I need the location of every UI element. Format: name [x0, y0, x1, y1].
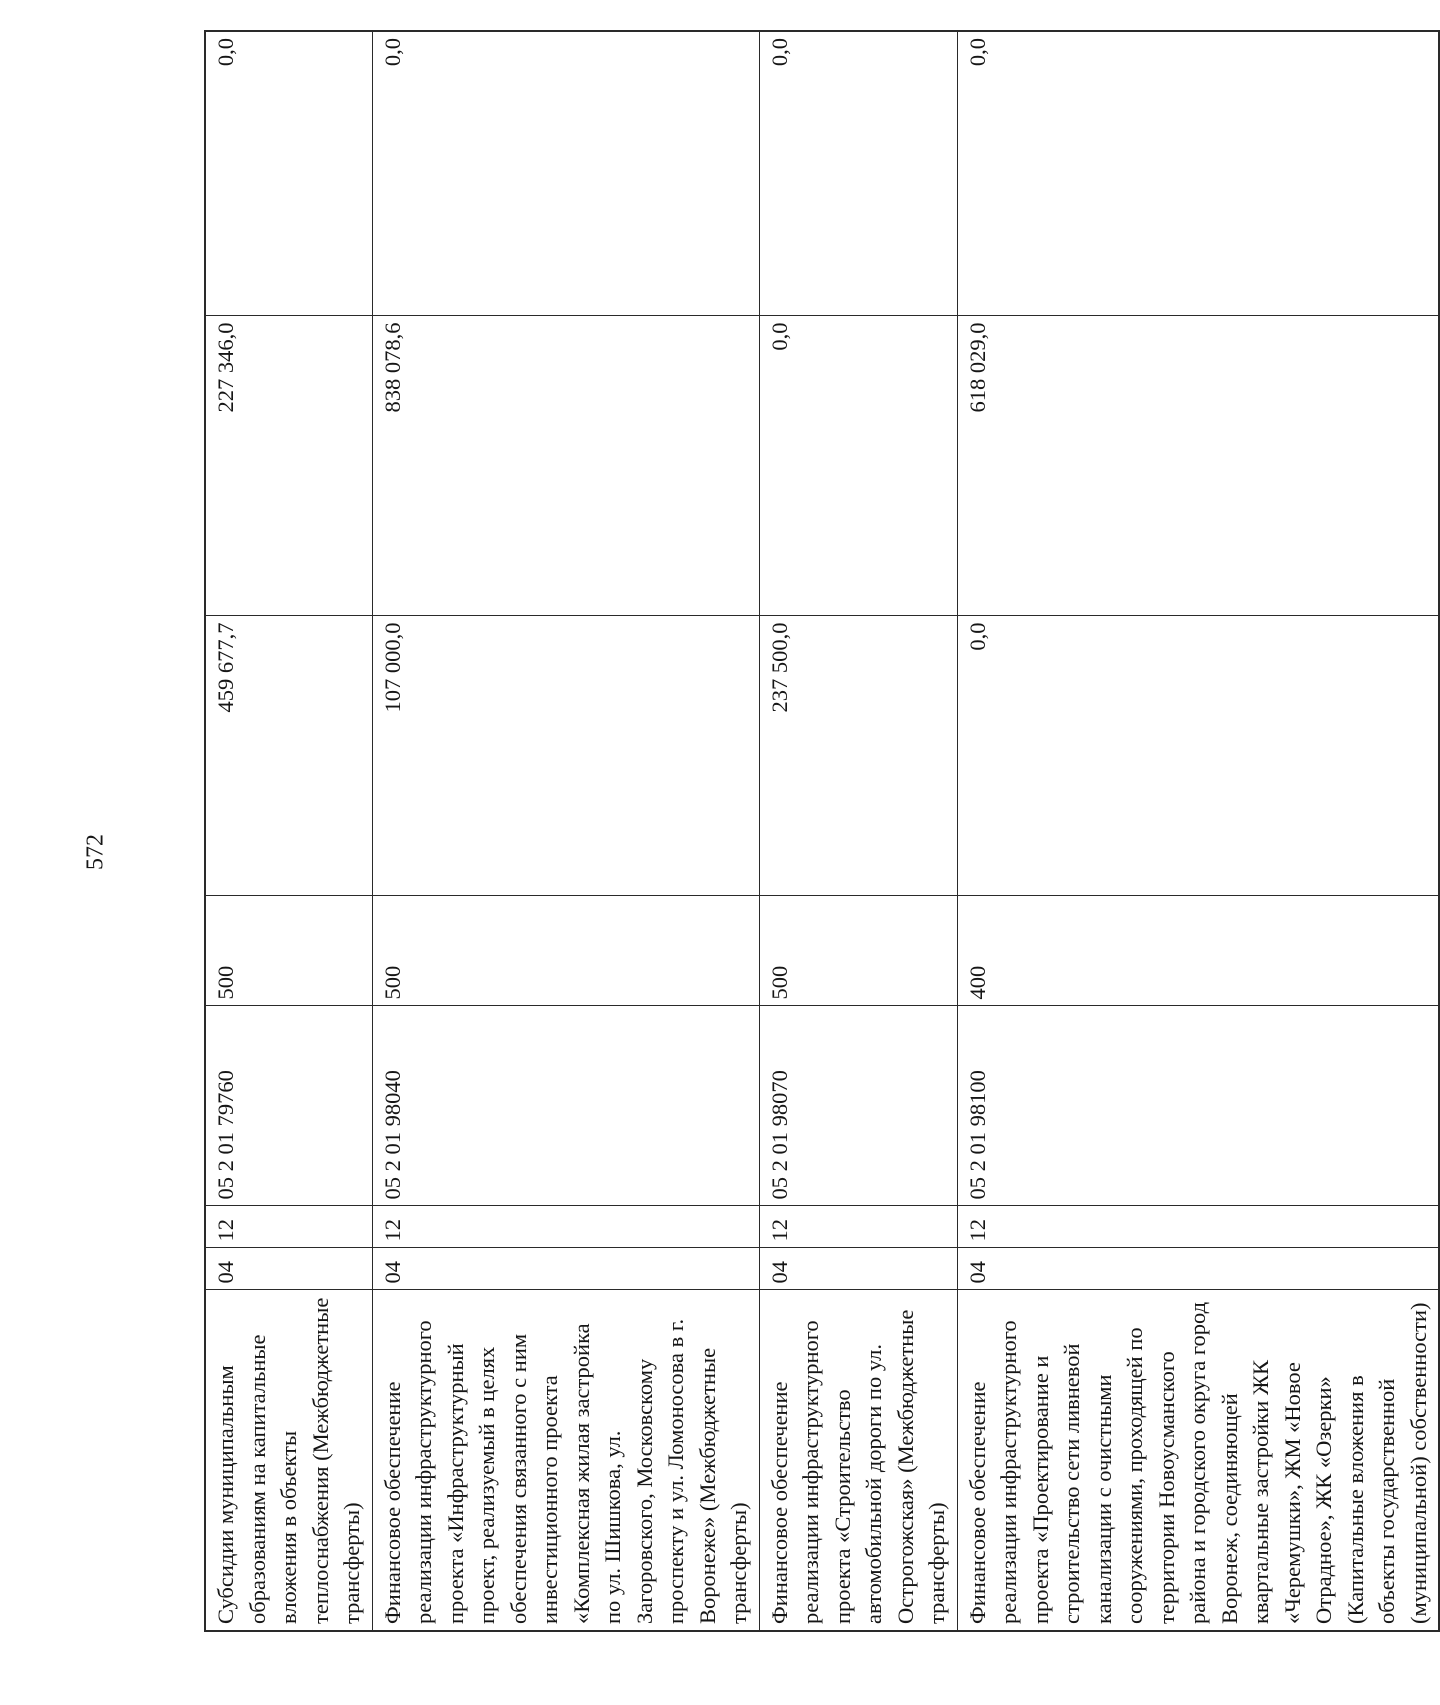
rotated-table-container [204, 32, 1431, 1632]
amount-year-1: 107 000,0 [372, 616, 759, 896]
target-article-code: 05 2 01 79760 [205, 1006, 372, 1206]
amount-year-3: 0,0 [759, 31, 957, 316]
row-description: Финансовое обеспечение реализации инфраструктурного проекта «Проектирование и строительство сети ливневой канализации с очистными сооружениями, проходящей по территории Новоусманского района и городского округа город Воронеж, соединяющей квартальные застройки ЖК «Черемушки», ЖМ «Новое Отрадное», ЖК «Озерки» (Капитальные вложения в объекты государственной (муниципальной) собственности) [957, 1290, 1439, 1631]
amount-year-1: 237 500,0 [759, 616, 957, 896]
target-article-code: 05 2 01 98040 [372, 1006, 759, 1206]
target-article-code: 05 2 01 98100 [957, 1006, 1439, 1206]
amount-year-3: 0,0 [372, 31, 759, 316]
budget-table [204, 30, 1440, 1632]
amount-year-2: 618 029,0 [957, 316, 1439, 616]
section-code: 04 [372, 1248, 759, 1290]
amount-year-2: 227 346,0 [205, 316, 372, 616]
subsection-code: 12 [372, 1206, 759, 1248]
expense-type-code: 400 [957, 896, 1439, 1006]
table-row [759, 31, 957, 1631]
subsection-code: 12 [205, 1206, 372, 1248]
row-description: Субсидии муниципальным образованиям на капитальные вложения в объекты теплоснабжения (Межбюджетные трансферты) [205, 1290, 372, 1631]
amount-year-2: 0,0 [759, 316, 957, 616]
page-number: 572 [82, 834, 109, 870]
amount-year-2: 838 078,6 [372, 316, 759, 616]
row-description: Финансовое обеспечение реализации инфраструктурного проекта «Инфраструктурный проект, реализуемый в целях обеспечения связанного с ним инвестиционного проекта «Комплексная жилая застройка по ул. Шишкова, ул. Загоровского, Московскому проспекту и ул. Ломоносова в г. Воронеже» (Межбюджетные трансферты) [372, 1290, 759, 1631]
subsection-code: 12 [957, 1206, 1439, 1248]
section-code: 04 [957, 1248, 1439, 1290]
section-code: 04 [205, 1248, 372, 1290]
expense-type-code: 500 [372, 896, 759, 1006]
row-description: Финансовое обеспечение реализации инфраструктурного проекта «Строительство автомобильной дороги по ул. Острогожская» (Межбюджетные трансферты) [759, 1290, 957, 1631]
expense-type-code: 500 [205, 896, 372, 1006]
expense-type-code: 500 [759, 896, 957, 1006]
amount-year-1: 459 677,7 [205, 616, 372, 896]
amount-year-3: 0,0 [205, 31, 372, 316]
section-code: 04 [759, 1248, 957, 1290]
amount-year-1: 0,0 [957, 616, 1439, 896]
table-row [372, 31, 759, 1631]
target-article-code: 05 2 01 98070 [759, 1006, 957, 1206]
subsection-code: 12 [759, 1206, 957, 1248]
table-row [957, 31, 1439, 1631]
table-row [205, 31, 372, 1631]
amount-year-3: 0,0 [957, 31, 1439, 316]
